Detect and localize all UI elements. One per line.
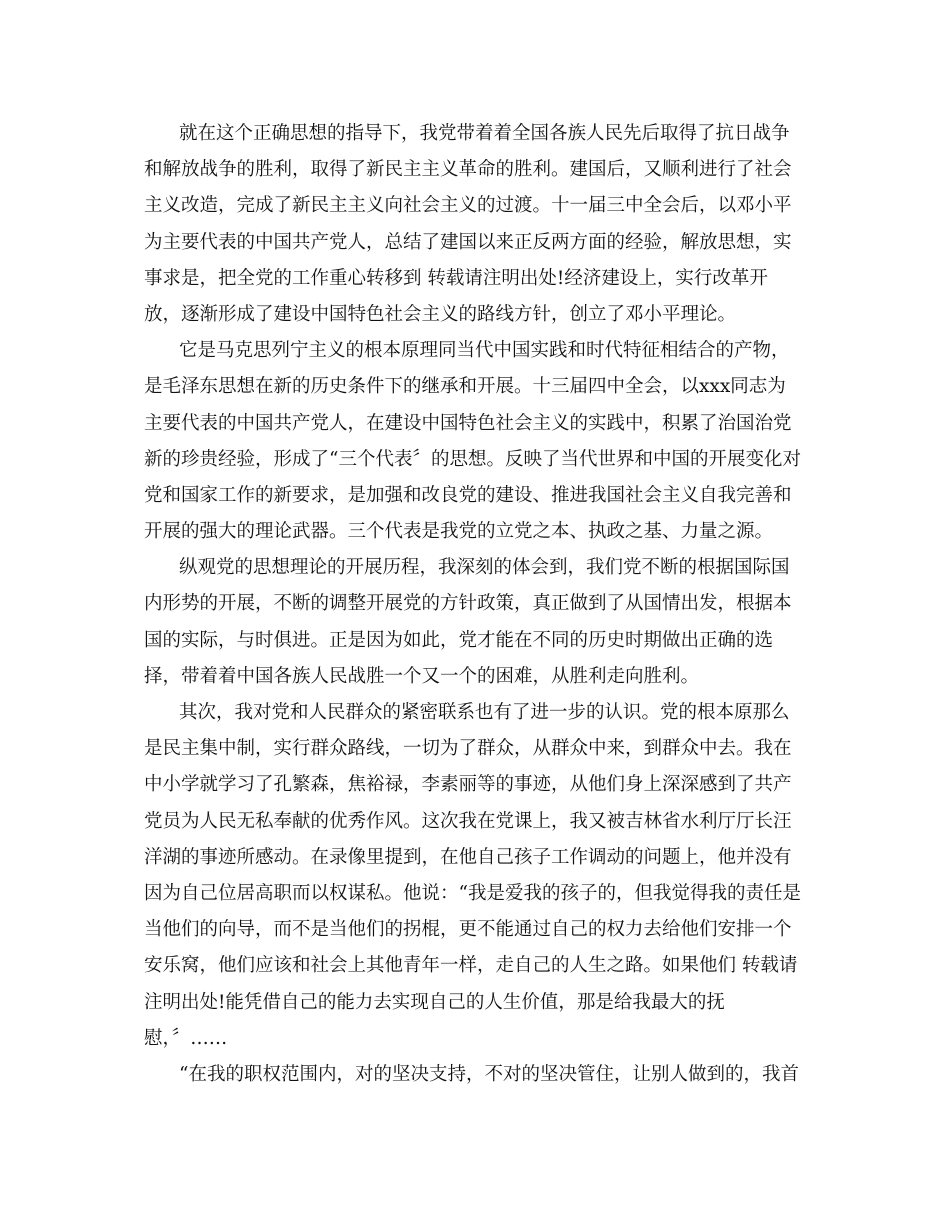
- paragraph-line: 中小学就学习了孔繁森，焦裕禄，李素丽等的事迹，从他们身上深深感到了共产: [144, 774, 792, 796]
- paragraph-line: 为主要代表的中国共产党人，总结了建国以来正反两方面的经验，解放思想，实: [144, 231, 792, 253]
- paragraph-line: 开展的强大的理论武器。三个代表是我党的立党之本、执政之基、力量之源。: [144, 521, 774, 543]
- paragraph-line: 事求是，把全党的工作重心转移到 转载请注明出处!经济建设上，实行改革开: [144, 267, 768, 289]
- paragraph-line: 主要代表的中国共产党人，在建设中国特色社会主义的实践中，积累了治国治党: [144, 412, 792, 434]
- paragraph-line: 纵观党的思想理论的开展历程，我深刻的体会到，我们党不断的根据国际国: [179, 557, 790, 579]
- paragraph-line: 洋湖的事迹所感动。在录像里提到，在他自己孩子工作调动的问题上，他并没有: [144, 846, 792, 868]
- paragraph-line: 择，带着着中国各族人民战胜一个又一个的困难，从胜利走向胜利。: [144, 665, 700, 687]
- paragraph-line: 主义改造，完成了新民主主义向社会主义的过渡。十一届三中全会后，以邓小平: [144, 195, 792, 217]
- paragraph-line: 新的珍贵经验，形成了“三个代表〞的思想。反映了当代世界和中国的开展变化对: [144, 448, 801, 470]
- paragraph-line: 和解放战争的胜利，取得了新民主主义革命的胜利。建国后，又顺利进行了社会: [144, 159, 792, 181]
- paragraph-line: 党员为人民无私奉献的优秀作风。这次我在党课上，我又被吉林省水利厅厅长汪: [144, 810, 792, 832]
- paragraph-line: 放，逐渐形成了建设中国特色社会主义的路线方针，创立了邓小平理论。: [144, 303, 737, 325]
- paragraph-line: “在我的职权范围内，对的坚决支持，不对的坚决管住，让别人做到的，我首: [179, 1063, 799, 1085]
- paragraph-line: 注明出处!能凭借自己的能力去实现自己的人生价值，那是给我最大的抚: [144, 991, 725, 1013]
- paragraph-line: 它是马克思列宁主义的根本原理同当代中国实践和时代特征相结合的产物，: [179, 340, 790, 362]
- document-body: [144, 116, 809, 1093]
- paragraph-line: 国的实际，与时俱进。正是因为如此，党才能在不同的历史时期做出正确的选: [144, 629, 774, 651]
- paragraph-line: 因为自己位居高职而以权谋私。他说：“我是爱我的孩子的，但我觉得我的责任是: [144, 882, 801, 904]
- paragraph-line: 是毛泽东思想在新的历史条件下的继承和开展。十三届四中全会，以xxx同志为: [144, 376, 786, 398]
- paragraph-line: 其次，我对党和人民群众的紧密联系也有了进一步的认识。党的根本原那么: [179, 702, 790, 723]
- paragraph-line: 安乐窝，他们应该和社会上其他青年一样，走自己的人生之路。如果他们 转载请: [144, 955, 798, 977]
- paragraph-line: 就在这个正确思想的指导下，我党带着着全国各族人民先后取得了抗日战争: [179, 123, 790, 144]
- paragraph-line: 党和国家工作的新要求，是加强和改良党的建设、推进我国社会主义自我完善和: [144, 484, 792, 506]
- paragraph-line: 内形势的开展，不断的调整开展党的方针政策，真正做到了从国情出发，根据本: [144, 593, 792, 615]
- paragraph-line: 是民主集中制，实行群众路线，一切为了群众，从群众中来，到群众中去。我在: [144, 738, 792, 760]
- paragraph-line: 当他们的向导，而不是当他们的拐棍，更不能通过自己的权力去给他们安排一个: [144, 919, 792, 941]
- paragraph-line: 慰，〞……: [144, 1027, 228, 1049]
